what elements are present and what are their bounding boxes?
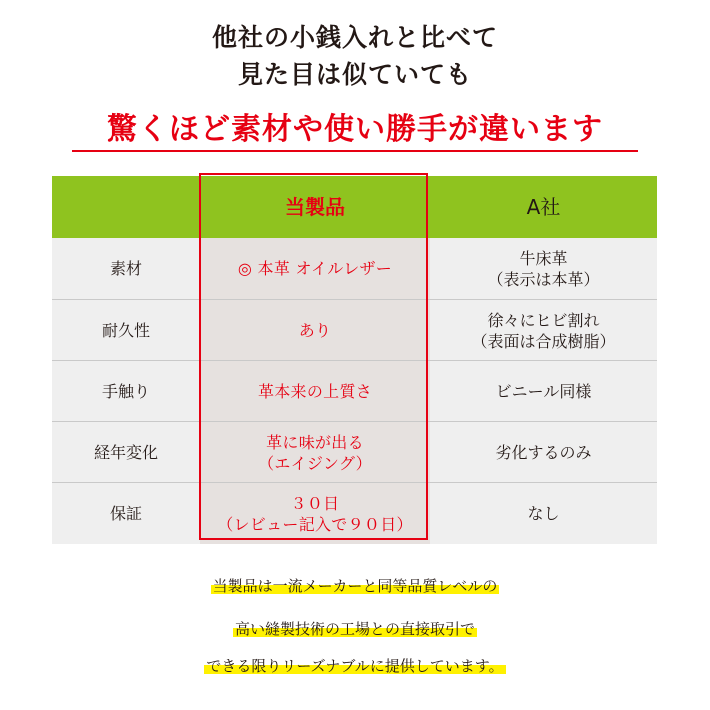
footer-line-1: 当製品は一流メーカーと同等品質レベルの — [212, 577, 498, 595]
row-label: 経年変化 — [93, 443, 158, 462]
headline-underline — [72, 150, 638, 152]
header-our-product: 当製品 — [285, 195, 345, 219]
row-label: 手触り — [101, 382, 150, 401]
header-empty-cell — [52, 176, 200, 238]
row-label: 保証 — [109, 504, 142, 523]
comparison-table — [52, 176, 657, 544]
footer-line-3: できる限りリーズナブルに提供しています。 — [206, 657, 504, 675]
our-value: 革に味が出る （エイジング） — [200, 422, 430, 483]
headline-line-2: 見た目は似ていても — [237, 60, 472, 89]
competitor-value: 徐々にヒビ割れ （表面は合成樹脂） — [471, 310, 616, 351]
competitor-value: 牛床革 （表示は本革） — [487, 248, 600, 289]
our-value: あり — [200, 300, 430, 361]
competitor-value: 劣化するのみ — [495, 443, 592, 462]
header-competitor: A社 — [526, 195, 561, 219]
row-label: 耐久性 — [101, 321, 150, 340]
row-label: 素材 — [109, 259, 142, 278]
competitor-value: ビニール同様 — [495, 382, 592, 401]
footer-line-2: 高い縫製技術の工場との直接取引で — [234, 620, 475, 638]
our-value: 革本来の上質さ — [200, 361, 430, 422]
competitor-value: なし — [527, 504, 560, 523]
headline-line-1: 他社の小銭入れと比べて — [211, 23, 498, 52]
our-product-highlight-frame — [199, 173, 428, 540]
our-value: ３０日 （レビュー記入で９０日） — [200, 483, 430, 544]
headline-emphasis: 驚くほど素材や使い勝手が違います — [107, 112, 603, 147]
our-value: ◎ 本革 オイルレザー — [200, 238, 430, 299]
